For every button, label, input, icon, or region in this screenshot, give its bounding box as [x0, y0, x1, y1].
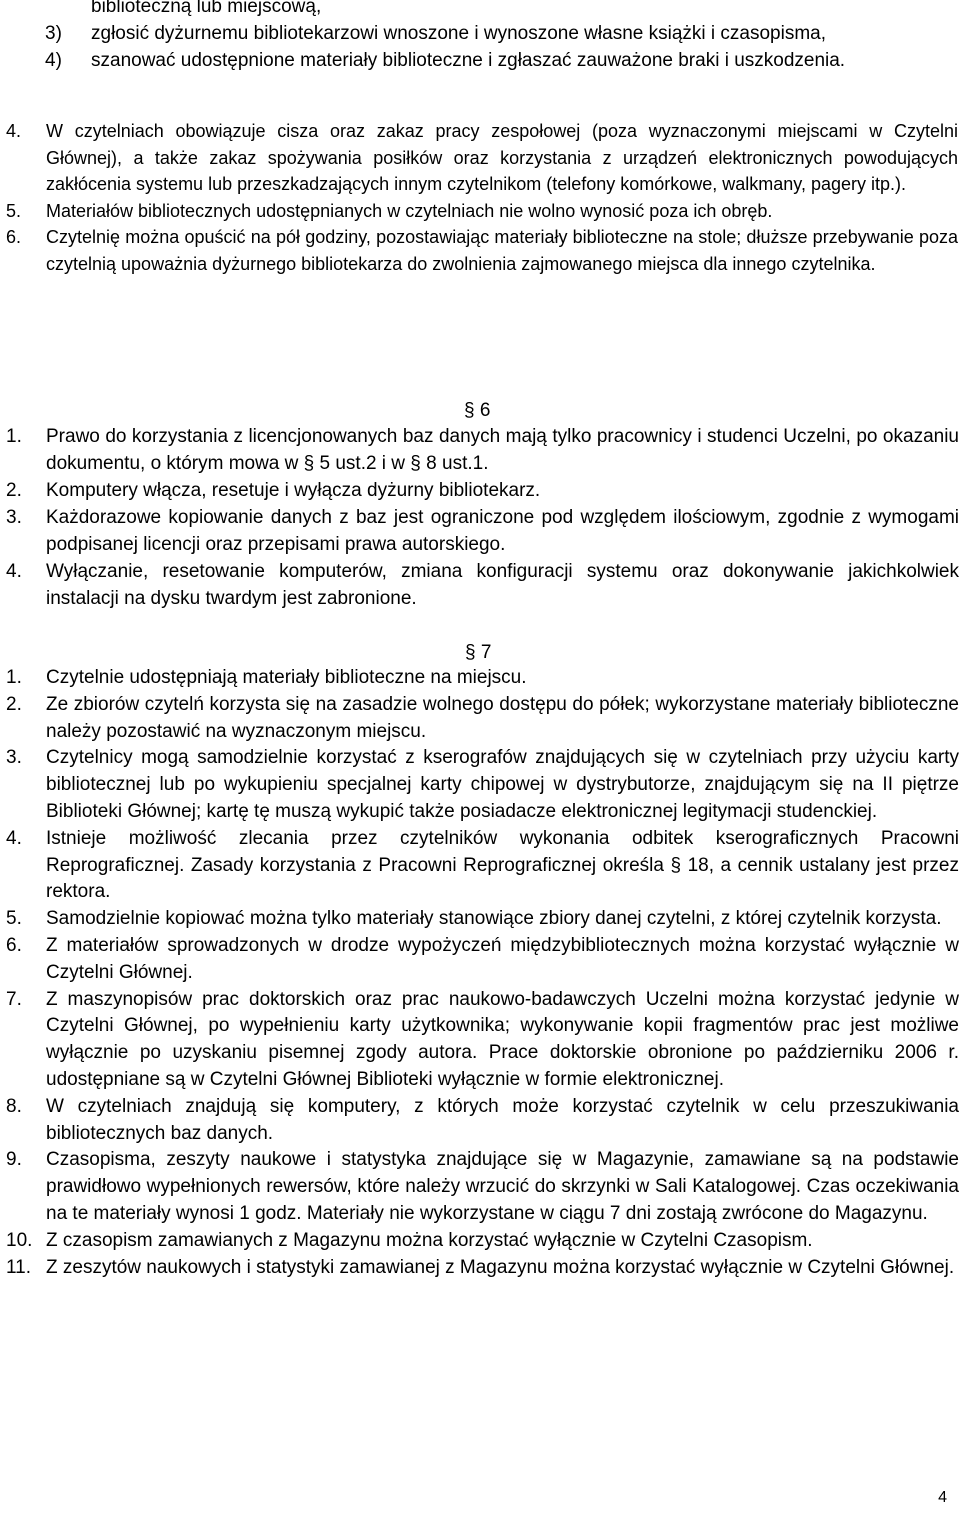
continued-text: biblioteczną lub miejscową, [91, 0, 322, 17]
rule-item [6, 1255, 959, 1282]
rule-number: 3. [6, 747, 22, 769]
rule-number: 5. [6, 908, 22, 930]
rule-text: Czytelnie udostępniają materiały biblioteczne na miejscu. [46, 667, 527, 688]
rule-item [6, 504, 959, 558]
rule-text: Samodzielnie kopiować można tylko materiały stanowiące zbiory danej czytelni, z której czytelnik korzysta. [46, 908, 942, 930]
section-heading: § 7 [465, 642, 492, 663]
rule-number: 5. [6, 200, 22, 221]
sub-item-list [45, 21, 957, 74]
rule-text: Prawo do korzystania z licencjonowanych baz danych mają tylko pracownicy i studenci Uczelni, po okazaniu dokumentu, o którym mowa w § 5 ust.2 i w § 8 ust.1. [46, 426, 959, 474]
rule-item [6, 198, 958, 225]
rule-text: Z maszynopisów prac doktorskich oraz prac naukowo-badawczych Uczelni można korzystać jedynie w Czytelni Głównej, po wypełnieniu karty użytkownika; wykonywanie kopii fragmentów prac jest możliwe wyłącznie po uzyskaniu pisemnej zgody autora. Prace doktorskie obronione po październiku 2006 r. udostępniane są w Czytelni Głównej Biblioteki wyłącznie w formie elektronicznej. [46, 988, 959, 1090]
sub-item [45, 48, 957, 75]
sub-item-text: zgłosić dyżurnemu bibliotekarzowi wnoszone i wynoszone własne książki i czasopisma, [91, 23, 826, 44]
rule-number: 4. [6, 121, 22, 141]
rule-text: Czasopisma, zeszyty naukowe i statystyka znajdujące się w Magazynie, zamawiane są na podstawie prawidłowo wypełnionych rewersów, które należy wrzucić do skrzynki w Sali Katalogowej. Czas oczekiwania na te materiały wynosi 1 godz. Materiały nie wykorzystane w ciągu 7 dni zostają zwrócone do Magazynu. [46, 1149, 959, 1224]
rule-item [6, 1228, 959, 1255]
rule-text: Materiałów bibliotecznych udostępnianych w czytelniach nie wolno wynosić poza ich obręb. [46, 200, 773, 221]
rule-item [6, 692, 959, 746]
rule-number: 6. [6, 227, 22, 248]
rule-text: Z materiałów sprowadzonych w drodze wypożyczeń międzybibliotecznych można korzystać wyłącznie w Czytelni Głównej. [46, 934, 959, 983]
rule-text: W czytelniach znajdują się komputery, z których może korzystać czytelnik w celu przeszukiwania bibliotecznych baz danych. [46, 1095, 959, 1144]
rule-item [6, 933, 959, 987]
rule-item [6, 224, 958, 277]
sub-item-number: 3) [45, 23, 62, 44]
rule-text: Komputery włącza, resetuje i wyłącza dyżurny bibliotekarz. [46, 480, 541, 501]
rule-item [6, 477, 959, 504]
section-7-list [6, 665, 959, 1281]
rule-number: 9. [6, 1149, 22, 1171]
rules-list [6, 118, 958, 278]
rule-number: 1. [6, 667, 22, 688]
rule-text: Ze zbiorów czytelń korzysta się na zasadzie wolnego dostępu do półek; wykorzystane materiały biblioteczne należy pozostawić na wyznaczonym miejscu. [46, 693, 959, 742]
rule-number: 2. [6, 480, 22, 501]
rule-item [6, 1094, 959, 1148]
rule-text: Czytelnię można opuścić na pół godziny, pozostawiając materiały biblioteczne na stole; dłuższe przebywanie poza czytelnią upoważnia dyżurnego bibliotekarza do zwolnienia zajmowanego miejsca dla innego czytelnika. [46, 227, 958, 274]
rule-item [6, 423, 959, 477]
rule-number: 4. [6, 561, 22, 582]
rule-text: Z czasopism zamawianych z Magazynu można korzystać wyłącznie w Czytelni Czasopism. [46, 1229, 813, 1251]
sub-item [45, 21, 957, 48]
rule-item [6, 665, 959, 692]
rule-text: Czytelnicy mogą samodzielnie korzystać z kserografów znajdujących się w czytelniach przy użyciu karty bibliotecznej lub po wykupieniu specjalnej karty chipowej w dystrybutorze, znajdującym się na II piętrze Biblioteki Głównej; kartę tę muszą wykupić także posiadacze elektronicznej legitymacji studenckiej. [46, 747, 959, 822]
sub-item-text: szanować udostępnione materiały biblioteczne i zgłaszać zauważone braki i uszkodzenia. [91, 49, 846, 71]
rule-item [6, 987, 959, 1094]
rule-number: 7. [6, 988, 22, 1010]
rule-text: Istnieje możliwość zlecania przez czytelników wykonania odbitek kserograficznych Pracowni Reprograficznej. Zasady korzystania z Pracowni Reprograficznej określa § 18, a cennik ustalany jest przez rektora. [46, 827, 959, 903]
rule-item [6, 826, 959, 906]
section-heading: § 6 [464, 400, 491, 421]
rule-number: 6. [6, 934, 22, 956]
rule-number: 4. [6, 827, 22, 849]
rule-item [6, 1147, 959, 1227]
rule-item [6, 558, 959, 612]
rule-item [6, 118, 958, 198]
rule-number: 1. [6, 426, 22, 447]
rule-number: 10. [6, 1229, 33, 1251]
rule-number: 2. [6, 693, 22, 715]
section-6-list [6, 423, 959, 612]
sub-item-number: 4) [45, 49, 62, 71]
rule-text: Wyłączanie, resetowanie komputerów, zmiana konfiguracji systemu oraz dokonywanie jakichkolwiek instalacji na dysku twardym jest zabronione. [46, 561, 959, 609]
rule-item [6, 745, 959, 825]
rule-item [6, 906, 959, 933]
rule-text: Z zeszytów naukowych i statystyki zamawianej z Magazynu można korzystać wyłącznie w Czytelni Głównej. [46, 1256, 955, 1278]
rule-text: Każdorazowe kopiowanie danych z baz jest ograniczone pod względem ilościowym, zgodnie z wymogami podpisanej licencji oraz przepisami prawa autorskiego. [46, 507, 959, 555]
page-number: 4 [938, 1489, 947, 1506]
rule-number: 11. [6, 1256, 32, 1278]
rule-number: 8. [6, 1095, 22, 1117]
rule-text: W czytelniach obowiązuje cisza oraz zakaz pracy zespołowej (poza wyznaczonymi miejscami w Czytelni Głównej), a także zakaz spożywania posiłków oraz korzystania z urządzeń elektronicznych powodujących zakłócenia systemu lub przeszkadzających innym czytelnikom (telefony komórkowe, walkmany, pagery itp.). [46, 121, 958, 195]
rule-number: 3. [6, 507, 22, 528]
